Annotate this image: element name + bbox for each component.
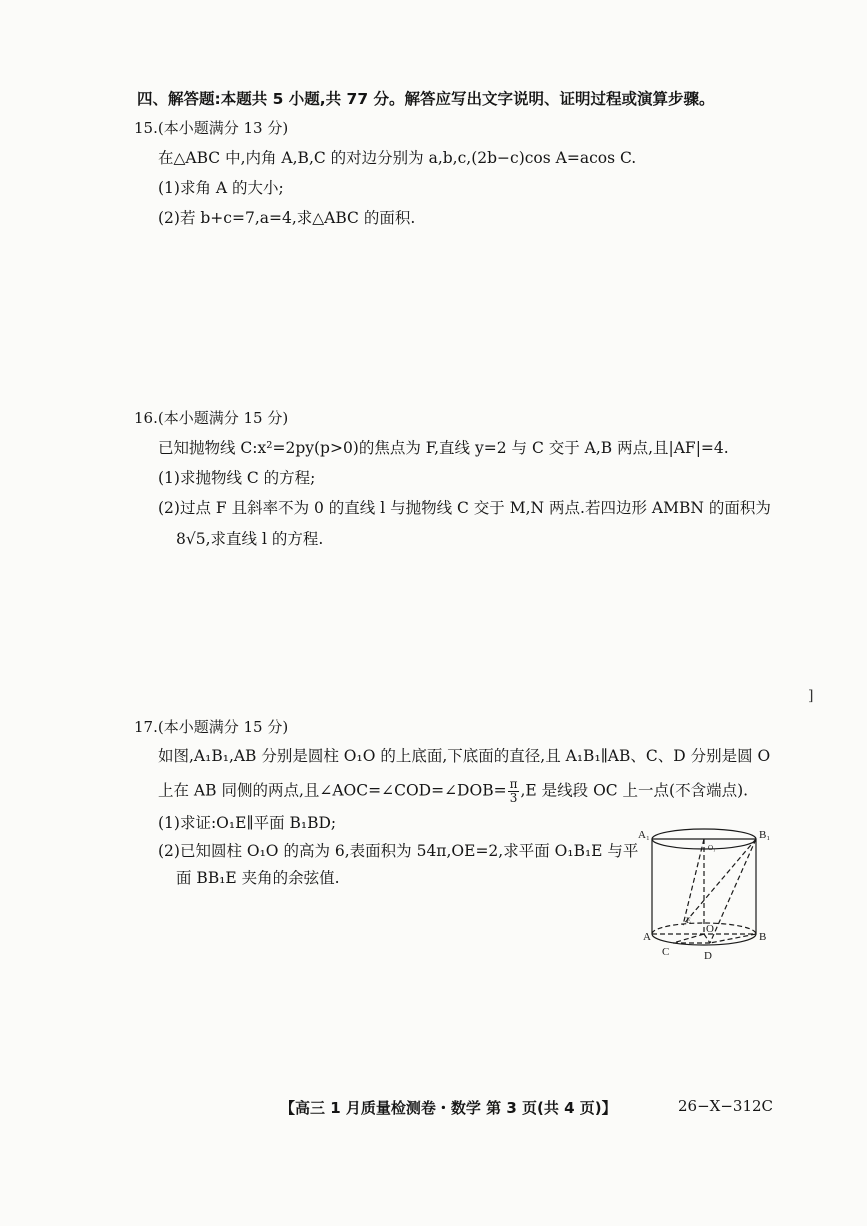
cylinder-figure: [636, 822, 776, 967]
q15-number: 15.(本小题满分 13 分): [134, 119, 289, 137]
segment-o-d: [704, 934, 710, 943]
label-c: C: [662, 946, 670, 958]
fraction-denominator: 3: [509, 791, 518, 805]
label-e: E: [686, 916, 691, 925]
section-heading: 四、解答题:本题共 5 小题,共 77 分。解答应写出文字说明、证明过程或演算步骤。: [137, 90, 715, 108]
q16-part2-line1: (2)过点 F 且斜率不为 0 的直线 l 与抛物线 C 交于 M,N 两点.若四边形 AMBN 的面积为: [158, 499, 771, 517]
q17-part2-line2: 面 BB₁E 夹角的余弦值.: [176, 869, 340, 887]
q16-part2-line2: 8√5,求直线 l 的方程.: [176, 530, 324, 548]
pi-over-3-fraction: [508, 778, 520, 805]
footer-code: 26−X−312C: [678, 1097, 774, 1115]
q17-stem-line2: [158, 778, 748, 805]
label-a1: A₁: [638, 829, 650, 841]
label-d: D: [704, 950, 712, 962]
q17-stem-line1: 如图,A₁B₁,AB 分别是圆柱 O₁O 的上底面,下底面的直径,且 A₁B₁∥AB、C、D 分别是圆 O: [158, 747, 771, 765]
fraction-numerator: π: [509, 777, 518, 791]
segment-b-d: [710, 934, 756, 943]
label-o1: O₁: [708, 844, 716, 852]
q17-stem-line2-b: ,E 是线段 OC 上一点(不含端点).: [520, 781, 749, 800]
edge-mark: ]: [808, 688, 814, 704]
q15-part1: (1)求角 A 的大小;: [158, 179, 284, 197]
q15-part2: (2)若 b+c=7,a=4,求△ABC 的面积.: [158, 209, 416, 227]
q17-number: 17.(本小题满分 15 分): [134, 718, 289, 736]
segment-b1-d: [710, 839, 756, 943]
q16-number: 16.(本小题满分 15 分): [134, 409, 289, 427]
q16-part1: (1)求抛物线 C 的方程;: [158, 469, 316, 487]
label-b1: B₁: [759, 829, 771, 841]
q17-part2-line1: (2)已知圆柱 O₁O 的高为 6,表面积为 54π,OE=2,求平面 O₁B₁E 与平: [158, 842, 639, 860]
bottom-front-arc: [652, 934, 756, 945]
q17-stem-line2-a: 上在 AB 同侧的两点,且∠AOC=∠COD=∠DOB=: [158, 781, 507, 800]
q17-part1: (1)求证:O₁E∥平面 B₁BD;: [158, 814, 337, 832]
q15-stem: 在△ABC 中,内角 A,B,C 的对边分别为 a,b,c,(2b−c)cos A=acos C.: [158, 149, 637, 167]
footer-title: 【高三 1 月质量检测卷・数学 第 3 页(共 4 页)】: [280, 1099, 617, 1117]
label-o: O: [706, 923, 714, 935]
segment-o-c: [673, 934, 704, 943]
label-a: A: [643, 931, 651, 943]
label-b: B: [759, 931, 767, 943]
q16-stem: 已知抛物线 C:x²=2py(p>0)的焦点为 F,直线 y=2 与 C 交于 A,B 两点,且|AF|=4.: [158, 439, 729, 457]
